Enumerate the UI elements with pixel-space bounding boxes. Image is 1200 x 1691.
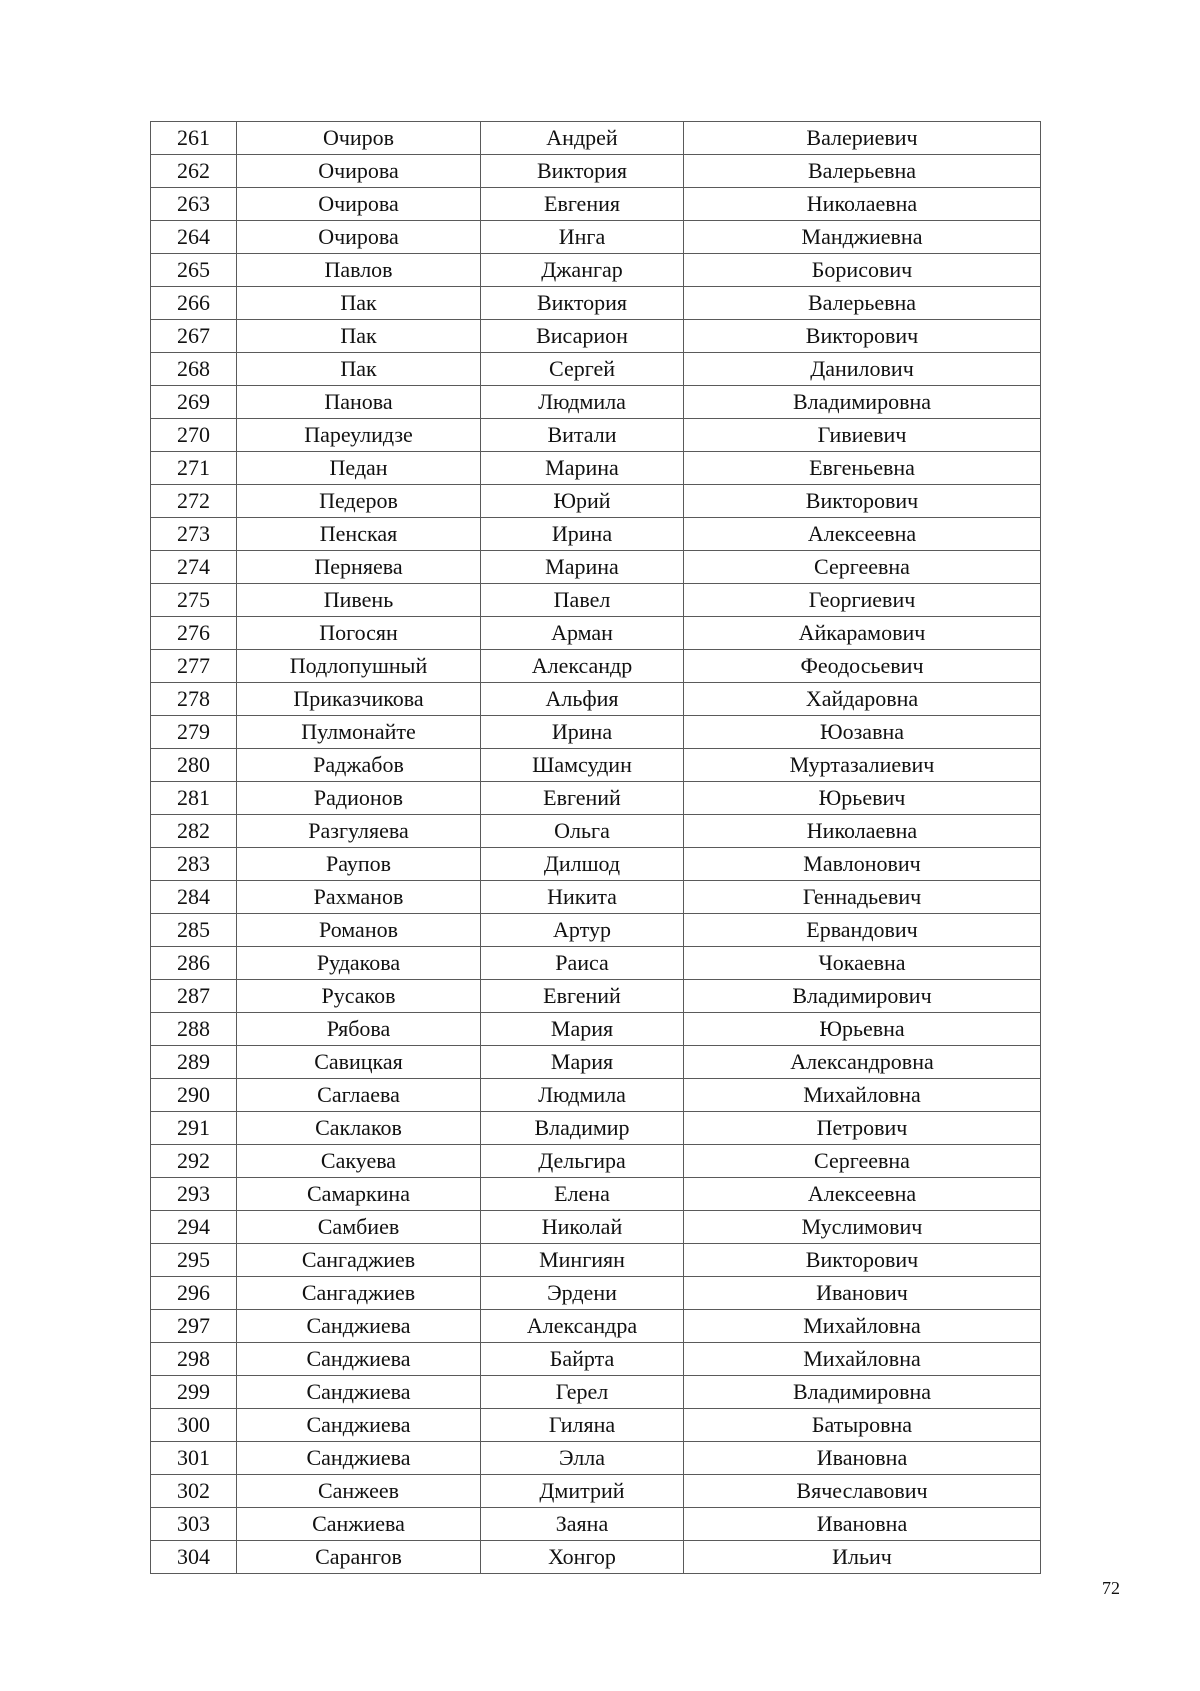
table-row [151,1013,1041,1046]
patronymic-cell: Викторович [684,320,1041,353]
row-number-cell: 272 [151,485,237,518]
row-number-cell: 301 [151,1442,237,1475]
last-name-cell: Пареулидзе [237,419,481,452]
patronymic-cell: Ивановна [684,1508,1041,1541]
first-name-cell: Виктория [481,287,684,320]
first-name-cell: Артур [481,914,684,947]
patronymic-cell: Викторович [684,1244,1041,1277]
table-row [151,1178,1041,1211]
patronymic-cell: Николаевна [684,188,1041,221]
patronymic-cell: Валерьевна [684,287,1041,320]
table-row [151,947,1041,980]
first-name-cell: Инга [481,221,684,254]
row-number-cell: 266 [151,287,237,320]
table-row [151,1244,1041,1277]
row-number-cell: 283 [151,848,237,881]
last-name-cell: Санджиева [237,1310,481,1343]
last-name-cell: Рудакова [237,947,481,980]
row-number-cell: 295 [151,1244,237,1277]
row-number-cell: 279 [151,716,237,749]
row-number-cell: 284 [151,881,237,914]
last-name-cell: Разгуляева [237,815,481,848]
first-name-cell: Хонгор [481,1541,684,1574]
row-number-cell: 285 [151,914,237,947]
patronymic-cell: Борисович [684,254,1041,287]
last-name-cell: Савицкая [237,1046,481,1079]
table-row [151,1475,1041,1508]
patronymic-cell: Хайдаровна [684,683,1041,716]
row-number-cell: 304 [151,1541,237,1574]
row-number-cell: 275 [151,584,237,617]
patronymic-cell: Гивиевич [684,419,1041,452]
row-number-cell: 268 [151,353,237,386]
row-number-cell: 277 [151,650,237,683]
last-name-cell: Романов [237,914,481,947]
patronymic-cell: Алексеевна [684,518,1041,551]
patronymic-cell: Данилович [684,353,1041,386]
row-number-cell: 276 [151,617,237,650]
first-name-cell: Альфия [481,683,684,716]
row-number-cell: 286 [151,947,237,980]
table-row [151,749,1041,782]
last-name-cell: Подлопушный [237,650,481,683]
row-number-cell: 299 [151,1376,237,1409]
last-name-cell: Очирова [237,221,481,254]
last-name-cell: Рябова [237,1013,481,1046]
last-name-cell: Саглаева [237,1079,481,1112]
last-name-cell: Очиров [237,122,481,155]
row-number-cell: 274 [151,551,237,584]
row-number-cell: 293 [151,1178,237,1211]
first-name-cell: Раиса [481,947,684,980]
patronymic-cell: Владимировна [684,1376,1041,1409]
patronymic-cell: Владимировна [684,386,1041,419]
last-name-cell: Самбиев [237,1211,481,1244]
last-name-cell: Сакуева [237,1145,481,1178]
last-name-cell: Педеров [237,485,481,518]
first-name-cell: Дмитрий [481,1475,684,1508]
patronymic-cell: Георгиевич [684,584,1041,617]
table-row [151,650,1041,683]
patronymic-cell: Михайловна [684,1343,1041,1376]
table-row [151,881,1041,914]
patronymic-cell: Муслимович [684,1211,1041,1244]
first-name-cell: Андрей [481,122,684,155]
row-number-cell: 271 [151,452,237,485]
row-number-cell: 303 [151,1508,237,1541]
last-name-cell: Приказчикова [237,683,481,716]
row-number-cell: 292 [151,1145,237,1178]
table-row [151,716,1041,749]
first-name-cell: Дилшод [481,848,684,881]
first-name-cell: Владимир [481,1112,684,1145]
patronymic-cell: Валерьевна [684,155,1041,188]
table-row [151,386,1041,419]
first-name-cell: Мария [481,1013,684,1046]
patronymic-cell: Ервандович [684,914,1041,947]
table-row [151,1277,1041,1310]
first-name-cell: Виктория [481,155,684,188]
last-name-cell: Перняева [237,551,481,584]
last-name-cell: Санджиева [237,1343,481,1376]
table-row [151,1541,1041,1574]
first-name-cell: Элла [481,1442,684,1475]
table-row [151,1079,1041,1112]
table-row [151,1211,1041,1244]
row-number-cell: 300 [151,1409,237,1442]
first-name-cell: Герел [481,1376,684,1409]
table-row [151,1343,1041,1376]
row-number-cell: 278 [151,683,237,716]
patronymic-cell: Сергеевна [684,551,1041,584]
first-name-cell: Джангар [481,254,684,287]
patronymic-cell: Манджиевна [684,221,1041,254]
last-name-cell: Сарангов [237,1541,481,1574]
row-number-cell: 302 [151,1475,237,1508]
last-name-cell: Санджиева [237,1376,481,1409]
row-number-cell: 296 [151,1277,237,1310]
patronymic-cell: Муртазалиевич [684,749,1041,782]
first-name-cell: Ольга [481,815,684,848]
last-name-cell: Саклаков [237,1112,481,1145]
table-row [151,221,1041,254]
first-name-cell: Висарион [481,320,684,353]
first-name-cell: Эрдени [481,1277,684,1310]
table-row [151,1046,1041,1079]
first-name-cell: Павел [481,584,684,617]
first-name-cell: Марина [481,452,684,485]
patronymic-cell: Айкарамович [684,617,1041,650]
last-name-cell: Санджиева [237,1409,481,1442]
patronymic-cell: Юозавна [684,716,1041,749]
last-name-cell: Пак [237,287,481,320]
last-name-cell: Сангаджиев [237,1244,481,1277]
first-name-cell: Байрта [481,1343,684,1376]
name-table-body [151,122,1041,1574]
table-row [151,419,1041,452]
table-row [151,1442,1041,1475]
table-row [151,584,1041,617]
table-row [151,122,1041,155]
patronymic-cell: Петрович [684,1112,1041,1145]
row-number-cell: 273 [151,518,237,551]
row-number-cell: 298 [151,1343,237,1376]
row-number-cell: 280 [151,749,237,782]
last-name-cell: Педан [237,452,481,485]
patronymic-cell: Михайловна [684,1310,1041,1343]
first-name-cell: Евгений [481,980,684,1013]
patronymic-cell: Валериевич [684,122,1041,155]
table-row [151,1376,1041,1409]
table-row [151,452,1041,485]
patronymic-cell: Сергеевна [684,1145,1041,1178]
patronymic-cell: Геннадьевич [684,881,1041,914]
row-number-cell: 267 [151,320,237,353]
last-name-cell: Очирова [237,155,481,188]
table-row [151,1112,1041,1145]
table-row [151,254,1041,287]
patronymic-cell: Иванович [684,1277,1041,1310]
first-name-cell: Ирина [481,518,684,551]
first-name-cell: Евгения [481,188,684,221]
table-row [151,518,1041,551]
row-number-cell: 264 [151,221,237,254]
patronymic-cell: Алексеевна [684,1178,1041,1211]
table-row [151,320,1041,353]
patronymic-cell: Юрьевич [684,782,1041,815]
first-name-cell: Евгений [481,782,684,815]
row-number-cell: 294 [151,1211,237,1244]
first-name-cell: Мингиян [481,1244,684,1277]
first-name-cell: Ирина [481,716,684,749]
table-row [151,1508,1041,1541]
patronymic-cell: Николаевна [684,815,1041,848]
table-row [151,914,1041,947]
table-row [151,782,1041,815]
last-name-cell: Санжиева [237,1508,481,1541]
table-row [151,683,1041,716]
table-row [151,980,1041,1013]
first-name-cell: Арман [481,617,684,650]
patronymic-cell: Юрьевна [684,1013,1041,1046]
row-number-cell: 265 [151,254,237,287]
table-row [151,287,1041,320]
table-row [151,1310,1041,1343]
table-row [151,353,1041,386]
first-name-cell: Елена [481,1178,684,1211]
row-number-cell: 269 [151,386,237,419]
first-name-cell: Александра [481,1310,684,1343]
last-name-cell: Рахманов [237,881,481,914]
first-name-cell: Витали [481,419,684,452]
first-name-cell: Людмила [481,1079,684,1112]
last-name-cell: Пулмонайте [237,716,481,749]
table-row [151,1409,1041,1442]
table-row [151,617,1041,650]
row-number-cell: 297 [151,1310,237,1343]
last-name-cell: Погосян [237,617,481,650]
last-name-cell: Радионов [237,782,481,815]
last-name-cell: Раупов [237,848,481,881]
table-row [151,1145,1041,1178]
last-name-cell: Санжеев [237,1475,481,1508]
table-row [151,551,1041,584]
first-name-cell: Мария [481,1046,684,1079]
first-name-cell: Никита [481,881,684,914]
patronymic-cell: Вячеславович [684,1475,1041,1508]
last-name-cell: Пак [237,353,481,386]
last-name-cell: Павлов [237,254,481,287]
row-number-cell: 289 [151,1046,237,1079]
last-name-cell: Пенская [237,518,481,551]
first-name-cell: Николай [481,1211,684,1244]
row-number-cell: 281 [151,782,237,815]
page-number: 72 [1102,1578,1120,1598]
last-name-cell: Панова [237,386,481,419]
first-name-cell: Заяна [481,1508,684,1541]
patronymic-cell: Феодосьевич [684,650,1041,683]
patronymic-cell: Батыровна [684,1409,1041,1442]
last-name-cell: Раджабов [237,749,481,782]
last-name-cell: Пивень [237,584,481,617]
patronymic-cell: Ильич [684,1541,1041,1574]
row-number-cell: 261 [151,122,237,155]
row-number-cell: 270 [151,419,237,452]
patronymic-cell: Владимирович [684,980,1041,1013]
patronymic-cell: Чокаевна [684,947,1041,980]
first-name-cell: Марина [481,551,684,584]
row-number-cell: 290 [151,1079,237,1112]
table-row [151,848,1041,881]
patronymic-cell: Евгеньевна [684,452,1041,485]
row-number-cell: 262 [151,155,237,188]
patronymic-cell: Александровна [684,1046,1041,1079]
last-name-cell: Русаков [237,980,481,1013]
row-number-cell: 288 [151,1013,237,1046]
table-row [151,485,1041,518]
row-number-cell: 291 [151,1112,237,1145]
last-name-cell: Очирова [237,188,481,221]
name-table [150,121,1041,1574]
last-name-cell: Сангаджиев [237,1277,481,1310]
patronymic-cell: Михайловна [684,1079,1041,1112]
patronymic-cell: Ивановна [684,1442,1041,1475]
row-number-cell: 287 [151,980,237,1013]
row-number-cell: 263 [151,188,237,221]
first-name-cell: Шамсудин [481,749,684,782]
first-name-cell: Александр [481,650,684,683]
patronymic-cell: Мавлонович [684,848,1041,881]
table-row [151,155,1041,188]
table-row [151,815,1041,848]
first-name-cell: Людмила [481,386,684,419]
first-name-cell: Юрий [481,485,684,518]
table-row [151,188,1041,221]
last-name-cell: Самаркина [237,1178,481,1211]
first-name-cell: Дельгира [481,1145,684,1178]
patronymic-cell: Викторович [684,485,1041,518]
last-name-cell: Санджиева [237,1442,481,1475]
row-number-cell: 282 [151,815,237,848]
first-name-cell: Сергей [481,353,684,386]
first-name-cell: Гиляна [481,1409,684,1442]
last-name-cell: Пак [237,320,481,353]
